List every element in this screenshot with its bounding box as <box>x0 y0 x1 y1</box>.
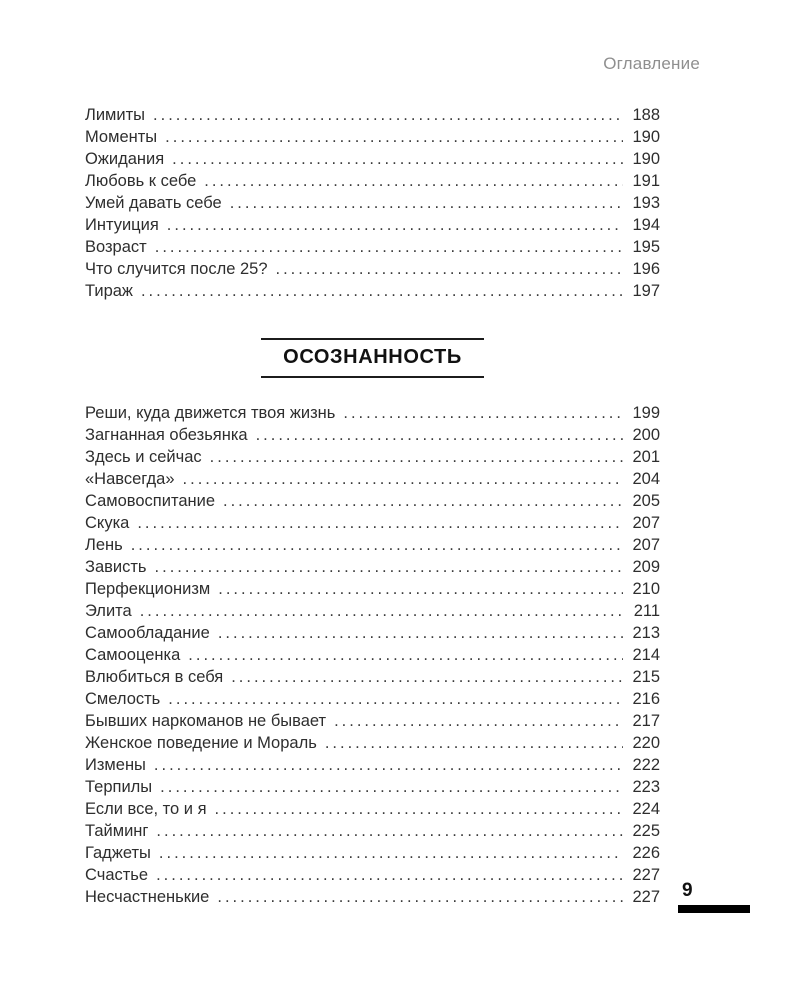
toc-entry-page: 213 <box>632 624 660 642</box>
toc-dot-leader <box>256 424 623 446</box>
toc-dot-leader <box>188 644 623 666</box>
toc-entry <box>85 754 660 776</box>
toc-entry-title: Самообладание <box>85 624 210 642</box>
toc-entry-page: 199 <box>632 404 660 422</box>
toc-entry-page: 227 <box>632 888 660 906</box>
toc-dot-leader <box>155 556 623 578</box>
toc-entry-page: 190 <box>632 128 660 146</box>
toc-dot-leader <box>223 490 623 512</box>
toc-entry-title: Лимиты <box>85 106 146 124</box>
toc-entry <box>85 468 660 490</box>
toc-entry <box>85 886 660 908</box>
toc-dot-leader <box>156 864 623 886</box>
toc-content <box>85 104 660 908</box>
toc-dot-leader <box>325 732 623 754</box>
toc-dot-leader <box>168 688 623 710</box>
toc-entry <box>85 148 660 170</box>
toc-entry-title: Самооценка <box>85 646 181 664</box>
toc-dot-leader <box>153 104 623 126</box>
toc-entry-title: Женское поведение и Мораль <box>85 734 317 752</box>
toc-dot-leader <box>218 622 623 644</box>
section-heading-text: ОСОЗНАННОСТЬ <box>261 338 484 378</box>
toc-entry-title: Ожидания <box>85 150 165 168</box>
toc-entry-title: Загнанная обезьянка <box>85 426 248 444</box>
toc-entry <box>85 644 660 666</box>
toc-dot-leader <box>343 402 623 424</box>
toc-entry-page: 207 <box>632 514 660 532</box>
toc-entry <box>85 666 660 688</box>
toc-dot-leader <box>131 534 623 556</box>
toc-entry <box>85 864 660 886</box>
toc-entry-title: Счастье <box>85 866 149 884</box>
toc-entry <box>85 192 660 214</box>
section-heading <box>85 338 660 378</box>
toc-entry-page: 216 <box>632 690 660 708</box>
toc-entry <box>85 490 660 512</box>
toc-entry <box>85 622 660 644</box>
toc-entry-page: 196 <box>632 260 660 278</box>
toc-dot-leader <box>204 170 623 192</box>
toc-dot-leader <box>137 512 623 534</box>
toc-entry <box>85 402 660 424</box>
toc-entry <box>85 214 660 236</box>
toc-entry-title: Гаджеты <box>85 844 151 862</box>
toc-entry-page: 190 <box>632 150 660 168</box>
toc-entry-page: 205 <box>632 492 660 510</box>
toc-entry <box>85 424 660 446</box>
toc-entry-title: Что случится после 25? <box>85 260 268 278</box>
toc-entry <box>85 104 660 126</box>
toc-entry-title: Измены <box>85 756 146 774</box>
toc-entry-page: 191 <box>632 172 660 190</box>
toc-dot-leader <box>155 236 623 258</box>
toc-entry-title: Возраст <box>85 238 147 256</box>
toc-entry-title: Моменты <box>85 128 158 146</box>
toc-entry-page: 223 <box>632 778 660 796</box>
toc-entry-title: Умей давать себе <box>85 194 222 212</box>
toc-entry-page: 215 <box>632 668 660 686</box>
toc-dot-leader <box>218 578 623 600</box>
toc-dot-leader <box>165 126 623 148</box>
toc-entry-title: Любовь к себе <box>85 172 197 190</box>
toc-entry-title: Влюбиться в себя <box>85 668 224 686</box>
toc-entry <box>85 258 660 280</box>
toc-entry <box>85 820 660 842</box>
toc-entry <box>85 776 660 798</box>
toc-entry-title: «Навсегда» <box>85 470 175 488</box>
toc-entry-page: 204 <box>632 470 660 488</box>
toc-entry <box>85 512 660 534</box>
page-number: 9 <box>682 880 693 901</box>
toc-entry-title: Элита <box>85 602 132 620</box>
toc-entry <box>85 534 660 556</box>
toc-entry <box>85 600 660 622</box>
toc-entry <box>85 688 660 710</box>
toc-entry-page: 197 <box>632 282 660 300</box>
toc-entry-page: 188 <box>632 106 660 124</box>
toc-entry-page: 200 <box>632 426 660 444</box>
toc-entry-page: 217 <box>632 712 660 730</box>
toc-entry-page: 225 <box>632 822 660 840</box>
toc-dot-leader <box>215 798 623 820</box>
toc-entry-title: Бывших наркоманов не бывает <box>85 712 327 730</box>
toc-entry-title: Тираж <box>85 282 133 300</box>
toc-dot-leader <box>159 842 623 864</box>
toc-entry <box>85 842 660 864</box>
toc-entry-title: Смелость <box>85 690 161 708</box>
toc-entry-page: 226 <box>632 844 660 862</box>
toc-entry <box>85 556 660 578</box>
toc-entry-page: 220 <box>632 734 660 752</box>
page-number-bar <box>678 905 750 913</box>
toc-entry-page: 222 <box>632 756 660 774</box>
toc-entry <box>85 710 660 732</box>
toc-entry <box>85 126 660 148</box>
toc-dot-leader <box>154 754 623 776</box>
toc-entry-page: 210 <box>632 580 660 598</box>
toc-entry-page: 224 <box>632 800 660 818</box>
toc-entry-page: 209 <box>632 558 660 576</box>
toc-entry-title: Если все, то и я <box>85 800 207 818</box>
toc-dot-leader <box>140 600 623 622</box>
toc-entry-page: 193 <box>632 194 660 212</box>
toc-dot-leader <box>334 710 623 732</box>
toc-entry-page: 194 <box>632 216 660 234</box>
toc-entry-title: Перфекционизм <box>85 580 211 598</box>
toc-dot-leader <box>217 886 623 908</box>
toc-entry-title: Зависть <box>85 558 147 576</box>
toc-entry-page: 214 <box>632 646 660 664</box>
toc-entry-title: Терпилы <box>85 778 153 796</box>
toc-entry-page: 207 <box>632 536 660 554</box>
toc-entry <box>85 798 660 820</box>
toc-entry-page: 195 <box>632 238 660 256</box>
toc-dot-leader <box>230 192 623 214</box>
toc-dot-leader <box>231 666 623 688</box>
toc-entry <box>85 446 660 468</box>
toc-entry <box>85 732 660 754</box>
toc-dot-leader <box>167 214 623 236</box>
toc-entry-title: Несчастненькие <box>85 888 210 906</box>
toc-dot-leader <box>160 776 623 798</box>
toc-entry-title: Реши, куда движется твоя жизнь <box>85 404 336 422</box>
toc-entry <box>85 280 660 302</box>
toc-entry <box>85 170 660 192</box>
toc-entry-title: Интуиция <box>85 216 159 234</box>
toc-dot-leader <box>210 446 623 468</box>
running-header: Оглавление <box>603 54 700 73</box>
toc-entry <box>85 236 660 258</box>
toc-dot-leader <box>276 258 624 280</box>
toc-entry-title: Тайминг <box>85 822 149 840</box>
toc-entry-title: Здесь и сейчас <box>85 448 202 466</box>
toc-entry-page: 227 <box>632 866 660 884</box>
toc-dot-leader <box>141 280 623 302</box>
toc-entry-title: Самовоспитание <box>85 492 216 510</box>
toc-dot-leader <box>156 820 623 842</box>
toc-entry-page: 201 <box>632 448 660 466</box>
toc-dot-leader <box>183 468 623 490</box>
toc-dot-leader <box>172 148 623 170</box>
toc-entry <box>85 578 660 600</box>
toc-entry-title: Лень <box>85 536 123 554</box>
toc-entry-page: 211 <box>633 602 660 620</box>
toc-entry-title: Скука <box>85 514 130 532</box>
